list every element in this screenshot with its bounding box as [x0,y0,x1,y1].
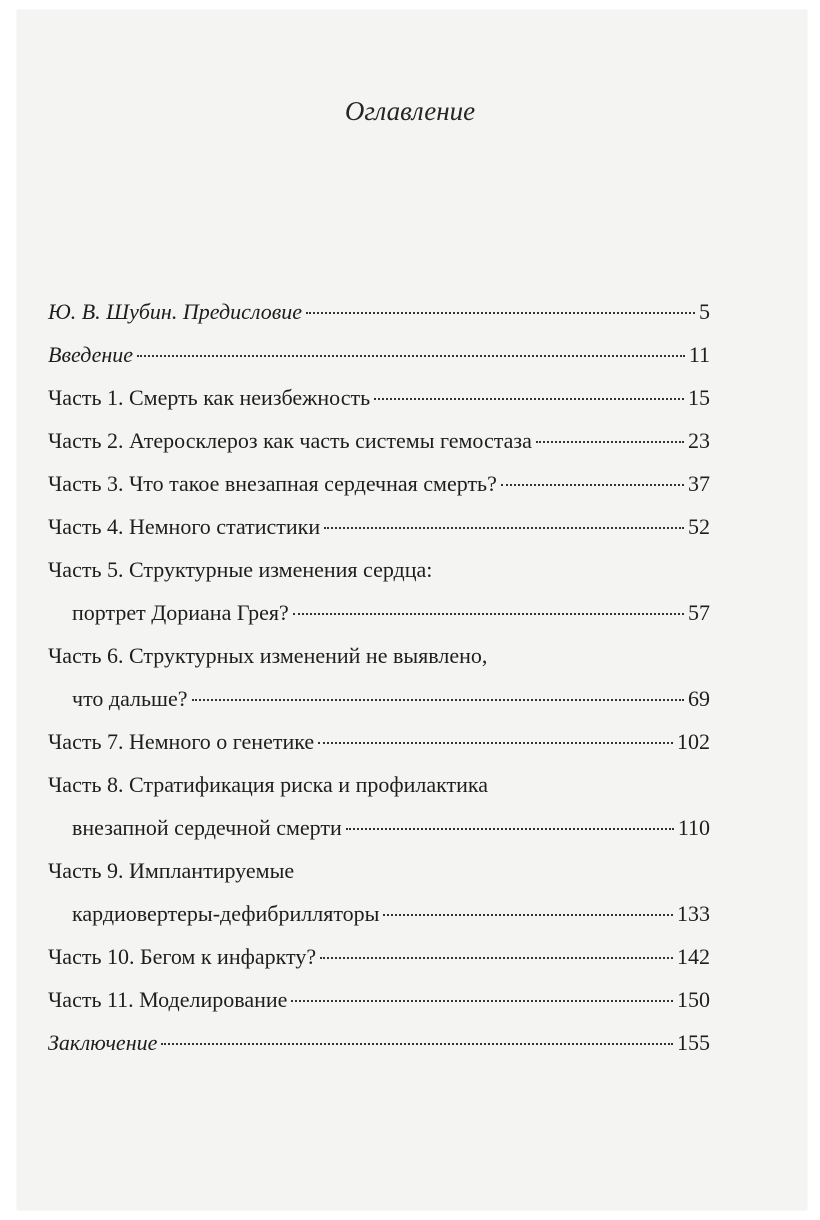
toc-entry-title: Ю. В. Шубин. Предисловие [48,299,303,324]
toc-page-number: 69 [688,686,710,711]
toc-entry[interactable] [48,763,710,849]
toc-page-number: 150 [677,987,710,1012]
toc-entry[interactable] [48,935,710,978]
toc-page-number: 57 [688,600,710,625]
page-title: Оглавление [344,96,476,126]
toc-page-number: 37 [688,471,710,496]
toc-entry-title: кардиовертеры-дефибрилляторы [72,901,380,926]
toc-entry-title: Введение [48,342,134,367]
dot-leader [346,828,674,830]
toc-entry-title: Часть 5. Структурные изменения сердца: [48,557,433,582]
toc-entry[interactable] [48,634,710,720]
toc-entry-title: Часть 3. Что такое внезапная сердечная смерть? [48,471,497,496]
toc-entry-title: внезапной сердечной смерти [72,815,342,840]
dot-leader [374,398,684,400]
dot-leader [291,1000,673,1002]
toc-entry[interactable] [48,505,710,548]
toc-entry-title: Часть 10. Бегом к инфаркту? [48,944,317,969]
toc-entry[interactable] [48,720,710,763]
dot-leader [137,355,685,357]
toc-page-number: 23 [688,428,710,453]
toc-page-number: 52 [688,514,710,539]
toc-entry[interactable] [48,548,710,634]
toc-entry-title: что дальше? [72,686,188,711]
dot-leader [501,484,684,486]
toc-entry-title: Часть 1. Смерть как неизбежность [48,385,371,410]
toc-page-number: 102 [677,729,710,754]
table-of-contents [48,290,710,1064]
toc-entry[interactable] [48,978,710,1021]
toc-page-number: 11 [688,342,710,367]
toc-page-number: 15 [688,385,710,410]
dot-leader [192,699,684,701]
dot-leader [161,1043,673,1045]
dot-leader [293,613,684,615]
toc-entry-title: Часть 9. Имплантируемые [48,858,295,883]
toc-entry-title: Часть 7. Немного о генетике [48,729,315,754]
toc-entry[interactable] [48,290,710,333]
toc-page-number: 110 [677,815,710,840]
toc-entry-title: Часть 6. Структурных изменений не выявлено, [48,643,488,668]
toc-entry-title: Часть 2. Атеросклероз как часть системы гемостаза [48,428,532,453]
toc-entry[interactable] [48,849,710,935]
toc-entry[interactable] [48,376,710,419]
toc-entry[interactable] [48,333,710,376]
toc-entry[interactable] [48,419,710,462]
dot-leader [320,957,673,959]
dot-leader [306,312,695,314]
toc-entry[interactable] [48,1021,710,1064]
dot-leader [318,742,673,744]
toc-entry-title: Часть 8. Стратификация риска и профилактика [48,772,489,797]
toc-entry-title: портрет Дориана Грея? [72,600,289,625]
toc-entry-title: Часть 4. Немного статистики [48,514,321,539]
toc-entry-title: Заключение [48,1030,158,1055]
dot-leader [324,527,684,529]
dot-leader [536,441,684,443]
toc-page-number: 133 [677,901,710,926]
dot-leader [383,914,673,916]
toc-page-number: 155 [677,1030,710,1055]
toc-page-number: 5 [699,299,710,324]
toc-entry-title: Часть 11. Моделирование [48,987,288,1012]
toc-entry[interactable] [48,462,710,505]
toc-page-number: 142 [677,944,710,969]
